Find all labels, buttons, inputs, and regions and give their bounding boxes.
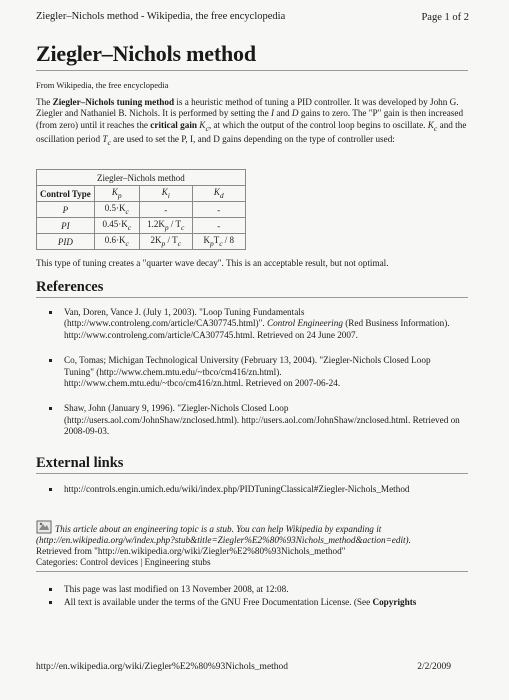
intro-subscript: c — [107, 137, 111, 147]
print-footer-url: http://en.wikipedia.org/wiki/Ziegler%E2%80%93Nichols_method — [36, 662, 289, 672]
table-cell: $K_pT_c / 8$ — [192, 234, 245, 250]
intro-text: are used to set the P, I, and D gains depending on the type of controller used: — [110, 134, 395, 145]
table-cell: $0.5\cdot K_c$ — [94, 202, 139, 218]
page-info-list — [48, 584, 460, 623]
reference-link[interactable]: Van, Doren, Vance J. (July 1, 2003). "Loop Tuning Fundamentals (http://www.controleng.com/article/CA307745.html)". — [64, 307, 305, 329]
intro-text: , at which the output of the control loop begins to oscillate. — [208, 119, 428, 130]
intro-italic: I — [271, 108, 275, 119]
table-header: Control Type — [37, 186, 95, 202]
table-header: $K_d$ — [192, 186, 245, 202]
intro-subscript: c — [205, 123, 209, 133]
reference-link[interactable]: Shaw, John (January 9, 1996). "Ziegler-Nichols Closed Loop (http://users.aol.com/JohnShaw/znclosed.html). http://users.aol.com/JohnShaw/znclosed.html. Retrieved on 2008-09-03. — [64, 403, 460, 437]
external-link-item[interactable] — [48, 484, 460, 495]
after-table-paragraph: This type of tuning creates a "quarter wave decay". This is an acceptable result, but not optimal. — [36, 258, 389, 268]
table-cell: PID — [37, 234, 95, 250]
intro-italic: D — [291, 108, 299, 119]
external-link[interactable]: http://controls.engin.umich.edu/wiki/index.php/PIDTuningClassical#Ziegler-Nichols_Method — [64, 484, 410, 494]
intro-bold-term: Ziegler–Nichols tuning method — [52, 97, 175, 107]
intro-text: and the oscillation period — [36, 119, 467, 145]
stub-text[interactable]: This article about an engineering topic is a stub. You can help Wikipedia by expanding it (http://en.wikipedia.org/w/index.php?stub&title=Ziegler%E2%80%93Nichols_method&action=edit). — [36, 524, 411, 545]
external-links-divider — [36, 473, 468, 474]
intro-paragraph — [36, 97, 470, 148]
page-info-item — [48, 597, 460, 608]
intro-italic: K — [199, 119, 206, 130]
intro-text: and — [274, 108, 292, 119]
intro-bold-term: critical gain — [150, 119, 197, 130]
print-footer-date: 2/2/2009 — [417, 662, 451, 672]
table-caption: Ziegler–Nichols method — [37, 170, 246, 186]
table-header: $K_i$ — [139, 186, 192, 202]
external-links-heading: External links — [36, 455, 124, 471]
references-heading: References — [36, 279, 104, 295]
table-cell: - — [139, 202, 192, 218]
references-list — [48, 307, 460, 452]
reference-link[interactable]: Co, Tomas; Michigan Technological University (February 13, 2004). "Ziegler-Nichols Closed Loop Tuning" (http://www.chem.mtu.edu/~tbco/cm416/zn.html). http://www.chem.mtu.edu/~tbco/cm416/zn.html. Retrieved on 2007-06-24. — [64, 355, 431, 389]
intro-italic: K — [427, 119, 434, 130]
reference-item — [48, 307, 460, 341]
table-header-row — [37, 186, 246, 202]
table-cell: $2K_p / T_c$ — [139, 234, 192, 250]
title-divider — [36, 70, 468, 71]
table-row — [37, 202, 246, 218]
table-cell: P — [37, 202, 95, 218]
license-text: All text is available under the terms of the GNU Free Documentation License. (See — [64, 597, 373, 608]
references-divider — [36, 297, 468, 298]
table-cell: PI — [37, 218, 95, 234]
table-cell: $1.2K_p / T_c$ — [139, 218, 192, 234]
table-row — [37, 218, 246, 234]
last-modified-text: This page was last modified on 13 November 2008, at 12:08. — [64, 584, 289, 594]
print-header-page-number: Page 1 of 2 — [421, 12, 469, 23]
article-title: Ziegler–Nichols method — [36, 41, 256, 66]
intro-text: gains to zero. The "P" gain is then increased (from zero) until it reaches the — [36, 108, 464, 130]
table-cell: - — [192, 202, 245, 218]
categories-divider — [36, 571, 468, 572]
table-header: $K_p$ — [94, 186, 139, 202]
intro-text: is a heuristic method of tuning a PID controller. It was developed by John G. Ziegler and Nathaniel B. Nichols. It is performed by setting the — [36, 97, 459, 119]
reference-publication: Control Engineering — [266, 318, 343, 329]
reference-text: (Red Business Information). http://www.controleng.com/article/CA307745.html. Retrieved on 24 June 2007. — [64, 318, 450, 340]
table-row — [37, 234, 246, 250]
table-cell: $0.6\cdot K_c$ — [94, 234, 139, 250]
intro-italic: T — [102, 134, 108, 145]
reference-item — [48, 403, 460, 437]
table-cell: $0.45\cdot K_c$ — [94, 218, 139, 234]
intro-text: The — [36, 97, 53, 107]
intro-subscript: c — [433, 123, 438, 133]
stub-notice — [36, 520, 466, 568]
page-info-item — [48, 584, 460, 595]
reference-item — [48, 355, 460, 389]
retrieved-from: Retrieved from "http://en.wikipedia.org/wiki/Ziegler%E2%80%93Nichols_method" — [36, 546, 346, 556]
table-cell: - — [192, 218, 245, 234]
ziegler-nichols-table — [36, 169, 246, 250]
categories-line[interactable]: Categories: Control devices | Engineering stubs — [36, 557, 211, 567]
from-wikipedia-tagline: From Wikipedia, the free encyclopedia — [36, 80, 169, 90]
print-header-title: Ziegler–Nichols method - Wikipedia, the free encyclopedia — [36, 11, 286, 22]
external-links-list — [48, 484, 460, 509]
stub-icon — [36, 520, 52, 534]
copyrights-link[interactable]: Copyrights — [372, 597, 417, 608]
